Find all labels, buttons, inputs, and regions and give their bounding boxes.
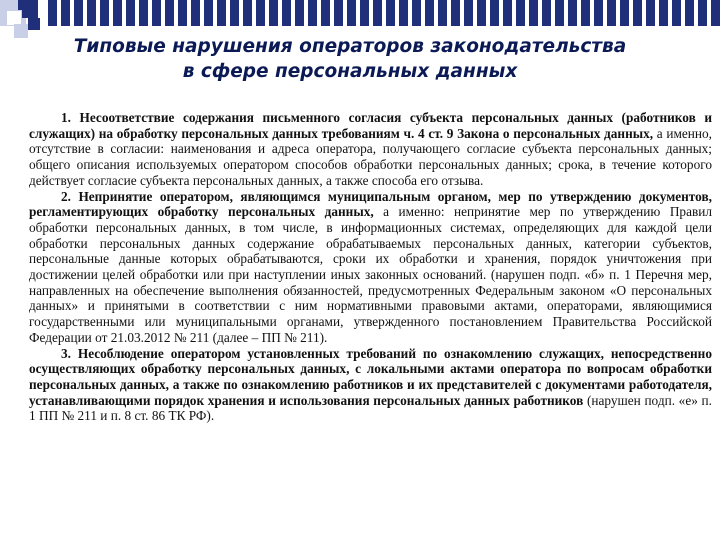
deco-square bbox=[14, 24, 28, 38]
document-body bbox=[29, 110, 712, 424]
paragraph-text: а именно, отсутствие в согласии: наименования и адреса оператора, получающего согласие субъекта персональных данных; общего описания используемых оператором способов обработки персональных данных; срока, в течение которого действует согласие субъекта персональных данных, а также способа его отзыва. bbox=[29, 125, 713, 188]
paragraph-bold: 1. Несоответствие содержания письменного согласия субъекта персональных данных (работников и служащих) на обработку персональных данных требованиям ч. 4 ст. 9 Закона о персональных данных, bbox=[29, 110, 712, 141]
paragraph bbox=[29, 189, 712, 346]
deco-square bbox=[28, 18, 40, 30]
paragraph-bold: 2. Непринятие оператором, являющимся муниципальным органом, мер по утверждению документов, регламентирующих обработку персональных данных, bbox=[29, 188, 712, 220]
title-line-1: Типовые нарушения операторов законодательства bbox=[73, 36, 627, 57]
page-title bbox=[30, 34, 670, 84]
title-line-2: в сфере персональных данных bbox=[182, 61, 518, 82]
paragraph bbox=[29, 346, 712, 425]
paragraph-text: (нарушен подп. «е» п. 1 ПП № 211 и п. 8 ст. 86 ТК РФ). bbox=[29, 392, 712, 424]
paragraph-bold: 3. Несоблюдение оператором установленных требований по ознакомлению служащих, непосредственно осуществляющих обработку персональных данных, с локальными актами оператора по вопросам обработки персональных данных, а также по ознакомлению работников и их представителей с документами работодателя, устанавливающими порядок хранения и использования персональных данных работников bbox=[29, 345, 712, 408]
header-stripe bbox=[48, 0, 720, 26]
paragraph-text: а именно: непринятие мер по утверждению Правил обработки персональных данных, в том числе, в информационных системах, определяющих для каждой цели обработки персональных данных содержание обрабатываемых персональных данных, категории субъектов, персональные данные которых обрабатываются, сроки их обработки и хранения, порядок уничтожения при достижении целей обработки или при наступлении иных законных оснований. (нарушен подп. «б» п. 1 Перечня мер, направленных на обеспечение выполнения обязанностей, предусмотренных Федеральным законом «О персональных данных» и принятыми в соответствии с ним нормативными правовыми актами, операторами, являющимися государственными или муниципальными органами, утвержденного постановлением Правительства Российской Федерации от 21.03.2012 № 211 (далее – ПП № 211). bbox=[29, 204, 713, 345]
paragraph bbox=[29, 110, 712, 189]
